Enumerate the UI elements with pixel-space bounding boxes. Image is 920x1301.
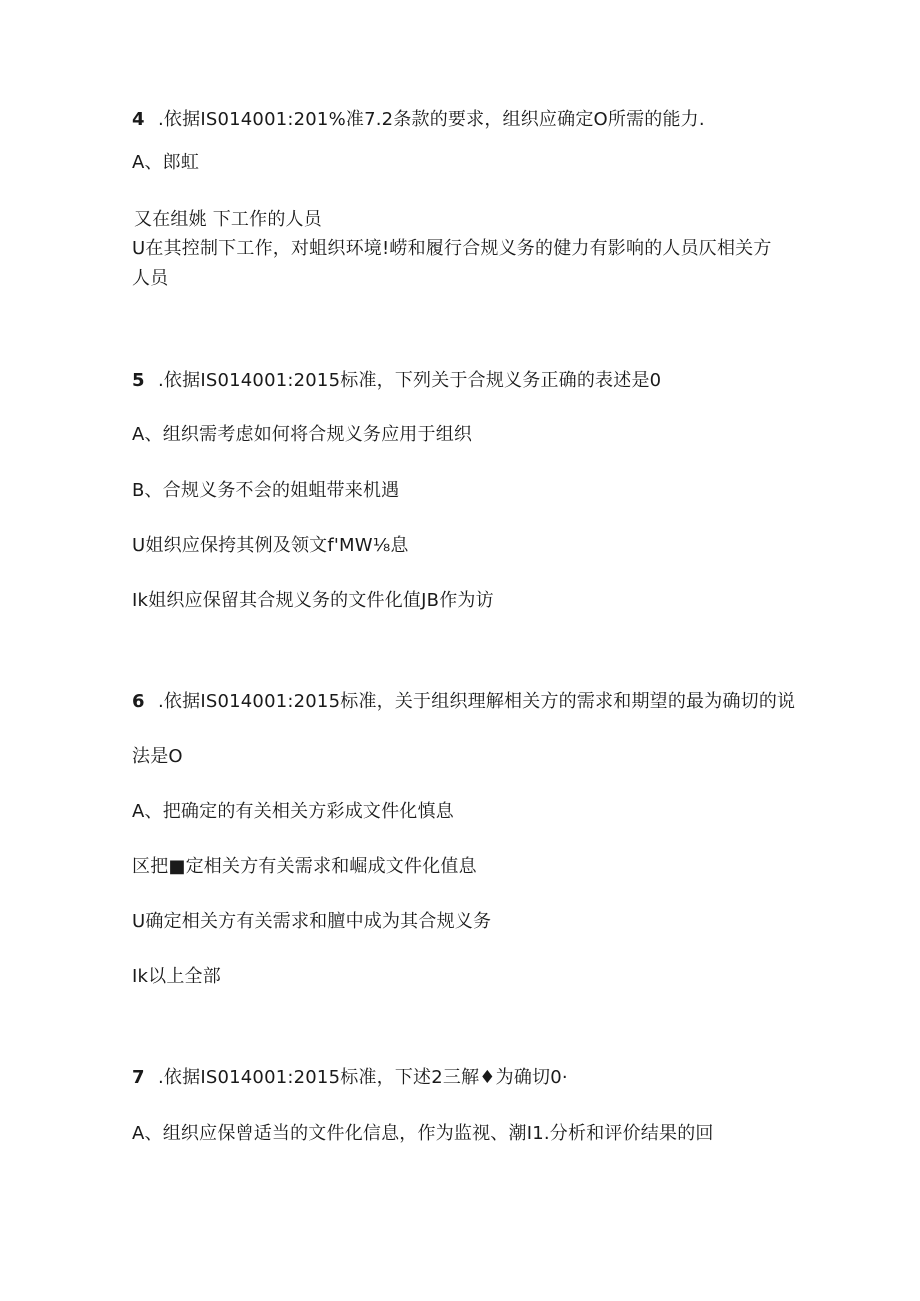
question-number: 4 [132,109,145,130]
question-6-stem [132,690,795,714]
question-5-option-a: A、组织需考虑如何将合规义务应用于组织 [132,424,473,445]
question-text: .依据IS014001:2015标准，下列关于合规义务正确的表述是0 [158,370,662,391]
question-5-option-b: B、合规义务不会的姐蛆带来机遇 [132,480,400,501]
question-5-option-d: Ik姐织应保留其合规义务的文件化值JB作为访 [132,590,494,611]
question-6-stem-cont: 法是O [132,746,183,767]
question-4-option-b: 又在组姚 下工作的人员 [134,209,322,230]
question-5-stem [132,369,661,393]
question-5-option-c: U姐织应保挎其例及领文f'MW⅛息 [132,535,409,556]
question-6-option-a: A、把确定的有关相关方彩成文件化慎息 [132,801,454,822]
question-text: .依据IS014001:2015标准，关于组织理解相关方的需求和期望的最为确切的说 [158,691,796,712]
question-text: .依据IS014001:2015标准，下述2三解♦为确切0· [158,1067,568,1088]
question-6-option-c: U确定相关方有关需求和膻中成为其合规义务 [132,911,492,932]
question-7-stem [132,1066,568,1090]
question-4-stem [132,108,705,132]
question-number: 6 [132,691,145,712]
question-4-option-c: U在其控制下工作，对蛆织环境!崂和履行合规义务的健力有影响的人员仄相关方 [132,238,772,259]
question-4-option-a: A、郎虹 [132,152,200,173]
question-number: 5 [132,370,145,391]
question-7-option-a: A、组织应保曾适当的文件化信息，作为监视、潮I1.分析和评价结果的回 [132,1123,714,1144]
question-6-option-d: Ik以上全部 [132,966,221,987]
question-6-option-b: 区把■定相关方有关需求和崛成文件化值息 [132,856,477,877]
question-number: 7 [132,1067,145,1088]
question-text: .依据IS014001:201%准7.2条款的要求，组织应确定O所需的能力. [158,109,705,130]
question-4-option-c-cont: 人员 [132,268,169,289]
